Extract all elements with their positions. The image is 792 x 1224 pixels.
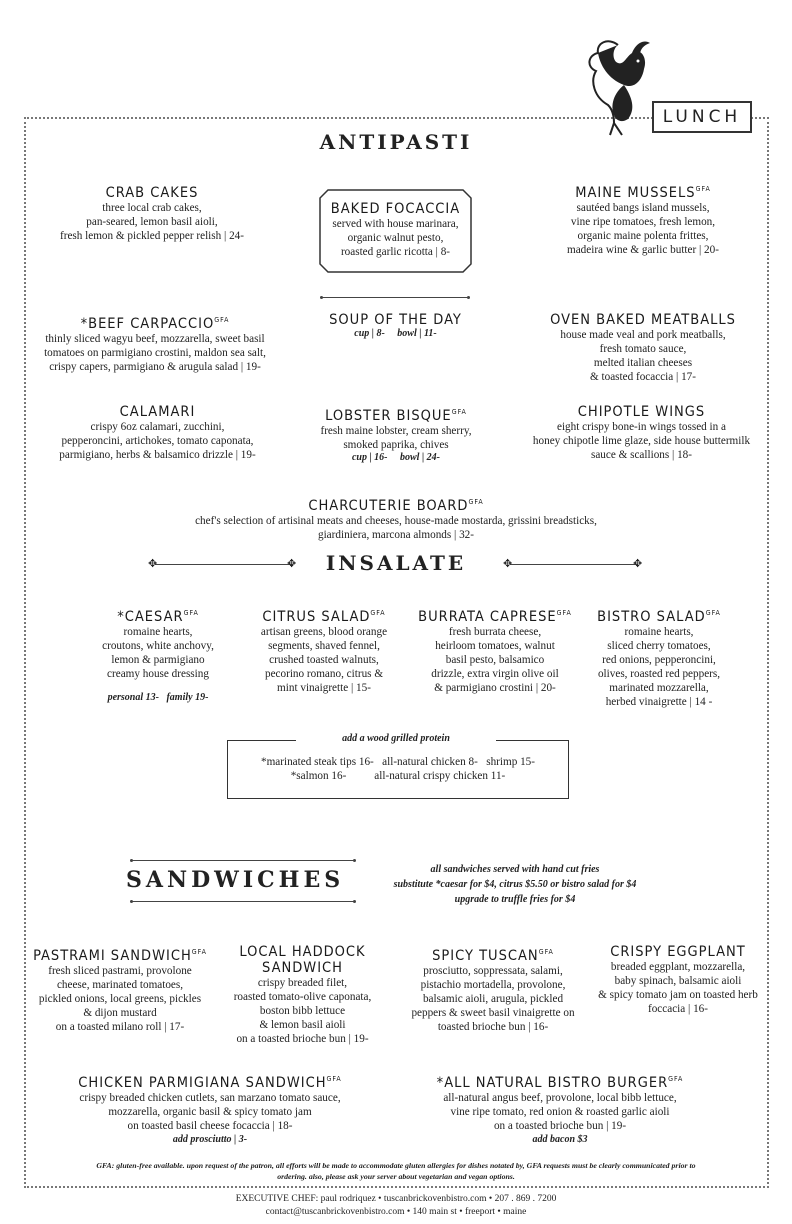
item-desc-1: artisan greens, blood orange [260, 625, 388, 638]
item-desc-4: pecorino romano, citrus & [264, 667, 384, 680]
divider-dot [467, 296, 470, 299]
item-maine-mussels [538, 181, 748, 257]
item-desc-5: on a toasted brioche bun | 19- [236, 1033, 369, 1045]
item-desc-4: foccacia | 16- [647, 1003, 708, 1015]
item-desc-1: served with house marinara, [332, 218, 459, 230]
item-desc-3: crispy capers, parmigiano & arugula salad | 19- [49, 360, 261, 373]
rooster-logo [578, 35, 658, 140]
item-prices: cup | 16- bowl | 24- [351, 451, 440, 463]
gfa-mark: GFA [668, 1075, 684, 1083]
item-addon: add bacon $3 [532, 1133, 588, 1145]
item-desc-1: fresh sliced pastrami, provolone [48, 964, 192, 977]
item-desc-4: olives, roasted red peppers, [597, 667, 721, 680]
gfa-mark: GFA [468, 498, 484, 506]
item-desc-3: parmigiano, herbs & balsamico drizzle | 19- [59, 449, 256, 461]
item-name: CHICKEN PARMIGIANA $SANDWICH^{GFA}$ [78, 1074, 342, 1091]
item-desc-2: vine ripe tomatoes, fresh lemon, [570, 215, 716, 228]
item-desc-1: sautéed bangs island mussels, [576, 201, 710, 214]
item-charcuterie-board [150, 494, 642, 542]
item-name: CITRUS $SALAD^{GFA}$ [262, 608, 386, 625]
item-desc-3: pickled onions, local greens, pickles [38, 992, 202, 1005]
item-desc-3: organic maine polenta frittes, [577, 229, 709, 242]
sandwich-note-2: substitute *caesar for $4, citrus $5.50 or bistro salad for $4 [393, 879, 637, 890]
item-name: CRISPY EGGPLANT [610, 944, 746, 960]
item-desc-4: & lemon basil aioli [259, 1019, 346, 1031]
item-desc-1: fresh burrata cheese, [448, 625, 542, 638]
sandwiches-rule-bottom [132, 901, 354, 902]
item-chicken-parmigiana-sandwich [60, 1071, 360, 1147]
item-oven-baked-meatballs [540, 312, 746, 384]
item-crab-cakes [52, 185, 252, 243]
item-name: $*CAESAR^{GFA}$ [117, 608, 199, 625]
gfa-mark: GFA [695, 185, 711, 193]
item-desc-1: crispy breaded filet, [257, 977, 348, 989]
item-desc-5: & parmigiano crostini | 20- [434, 681, 556, 694]
section-title-insalate: INSALATE [325, 551, 467, 575]
item-desc-1: chef's selection of artisinal meats and cheeses, house-made mostarda, grissini breadsticks, [195, 514, 597, 527]
item-name: OVEN BAKED MEATBALLS [550, 312, 736, 328]
item-desc-2: croutons, white anchovy, [102, 639, 214, 652]
item-desc-3: melted italian cheeses [593, 357, 693, 369]
ornament-diamond-icon: ✥ [633, 558, 643, 570]
item-desc-6: herbed vinaigrette | 14 - [605, 695, 713, 708]
item-desc-4: madeira wine & garlic butter | 20- [567, 243, 719, 256]
ornament-diamond-icon: ✥ [148, 558, 158, 570]
ornament-diamond-icon: ✥ [503, 558, 513, 570]
item-desc-2: baby spinach, balsamic aioli [614, 975, 742, 987]
gfa-mark: GFA [326, 1075, 342, 1083]
sandwiches-rule-top [132, 860, 354, 861]
item-desc-2: honey chipotle lime glaze, side house buttermilk [532, 435, 751, 447]
item-desc-2: smoked paprika, chives [343, 438, 449, 451]
section-title-sandwiches: SANDWICHES [126, 867, 345, 893]
divider-dot [130, 900, 133, 903]
sandwich-note-1: all sandwiches served with hand cut fries [430, 864, 600, 875]
gfa-mark: GFA [183, 609, 199, 617]
item-addon: add prosciutto | 3- [172, 1133, 248, 1145]
item-desc-1: eight crispy bone-in wings tossed in a [556, 421, 727, 433]
item-name: MAINE $MUSSELS^{GFA}$ [575, 184, 711, 201]
item-desc-2: sliced cherry tomatoes, [607, 639, 711, 652]
item-desc-2: cheese, marinated tomatoes, [56, 978, 184, 991]
item-desc-4: peppers & sweet basil vinaigrette on [411, 1006, 575, 1019]
item-name: *BEEF $CARPACCIO^{GFA}$ [80, 315, 230, 332]
gfa-mark: GFA [370, 609, 386, 617]
item-name: CHARCUTERIE $BOARD^{GFA}$ [308, 497, 484, 514]
item-name: CHIPOTLE WINGS [577, 404, 706, 420]
item-bistro-salad [573, 605, 745, 709]
divider-line [322, 297, 468, 298]
item-prices: personal 13- family 19- [107, 691, 209, 703]
gfa-disclaimer [30, 1160, 762, 1182]
item-spicy-tuscan [398, 944, 588, 1034]
item-name: BURRATA $CAPRESE^{GFA}$ [418, 608, 572, 625]
item-desc-2: roasted tomato-olive caponata, [233, 991, 372, 1003]
gfa-mark: GFA [556, 609, 572, 617]
item-desc-4: drizzle, extra virgin olive oil [431, 667, 559, 680]
item-name: BAKED FOCACCIA [330, 201, 461, 217]
item-desc-3: sauce & scallions | 18- [590, 449, 693, 461]
item-name: SPICY $TUSCAN^{GFA}$ [432, 947, 554, 964]
item-lobster-bisque [310, 404, 482, 463]
lunch-badge: LUNCH [652, 101, 752, 133]
item-desc-5: mint vinaigrette | 15- [277, 681, 371, 694]
item-desc-5: on a toasted milano roll | 17- [55, 1020, 185, 1033]
item-calamari [40, 404, 275, 462]
item-desc-3: balsamic aioli, arugula, pickled [422, 992, 564, 1005]
item-name: *ALL NATURAL BISTRO $BURGER^{GFA}$ [436, 1074, 684, 1091]
item-desc-2: tomatoes on parmigiano crostini, maldon sea salt, [44, 346, 266, 359]
divider-dot [353, 859, 356, 862]
item-desc-2: pepperoncini, artichokes, tomato caponata, [61, 435, 254, 447]
item-caesar [78, 605, 238, 703]
item-desc-2: fresh tomato sauce, [599, 343, 687, 355]
item-burrata-caprese [414, 605, 576, 695]
footer-line-1: EXECUTIVE CHEF: paul rodriquez • tuscanbrickovenbistro.com • 207 . 869 . 7200 [235, 1194, 557, 1204]
item-desc-3: fresh lemon & pickled pepper relish | 24- [60, 230, 244, 242]
item-desc-3: lemon & parmigiano [111, 653, 205, 666]
protein-line-1: *marinated steak tips 16- all-natural chicken 8- shrimp 15- [260, 756, 535, 768]
item-desc-1: breaded eggplant, mozzarella, [610, 961, 746, 973]
item-desc-2: vine ripe tomato, red onion & roasted garlic aioli [450, 1105, 670, 1118]
item-desc-1: romaine hearts, [624, 625, 694, 638]
insalate-rule-right [510, 564, 638, 565]
item-desc-2: pistachio mortadella, provolone, [420, 978, 566, 991]
item-desc-4: & toasted focaccia | 17- [590, 371, 696, 383]
item-desc-1: all-natural angus beef, provolone, local bibb lettuce, [443, 1091, 677, 1104]
protein-options [227, 755, 569, 783]
protein-heading: add a wood grilled protein [296, 733, 496, 744]
gfa-disclaimer-line-1: GFA: gluten-free available. upon request of the patron, all efforts will be made to accommodate gluten allergies for dishes notated by, GFA requests must be clearly communicated prior to [96, 1161, 696, 1170]
item-desc-3: on toasted basil cheese focaccia | 18- [127, 1119, 293, 1132]
item-citrus-salad [244, 605, 404, 695]
item-chipotle-wings [524, 404, 759, 462]
divider-dot [130, 859, 133, 862]
ornament-diamond-icon: ✥ [287, 558, 297, 570]
item-desc-1: thinly sliced wagyu beef, mozzarella, sweet basil [45, 332, 265, 345]
item-desc-3: on a toasted brioche bun | 19- [493, 1119, 627, 1132]
item-desc-1: fresh maine lobster, cream sherry, [320, 424, 472, 437]
section-title-antipasti: ANTIPASTI [319, 130, 473, 154]
item-desc-1: crispy 6oz calamari, zucchini, [90, 421, 225, 433]
item-desc-3: roasted garlic ricotta | 8- [340, 246, 451, 258]
item-name: LOCAL HADDOCK SANDWICH [239, 944, 366, 976]
item-desc-1: three local crab cakes, [102, 202, 202, 214]
protein-line-2: *salmon 16- all-natural crispy chicken 11- [290, 770, 506, 782]
item-desc-1: house made veal and pork meatballs, [560, 329, 726, 341]
item-all-natural-bistro-burger [410, 1071, 710, 1147]
item-desc-2: pan-seared, lemon basil aioli, [86, 216, 218, 228]
item-desc-1: crispy breaded chicken cutlets, san marzano tomato sauce, [79, 1091, 341, 1104]
item-name: CRAB CAKES [105, 185, 199, 201]
item-desc-3: boston bibb lettuce [259, 1005, 346, 1017]
divider-dot [320, 296, 323, 299]
item-desc-4: & dijon mustard [83, 1006, 157, 1019]
item-desc-3: crushed toasted walnuts, [269, 653, 379, 666]
item-desc-5: toasted brioche bun | 16- [437, 1020, 549, 1033]
item-name: BISTRO $SALAD^{GFA}$ [597, 608, 721, 625]
gfa-mark: GFA [451, 408, 467, 416]
gfa-mark: GFA [538, 948, 554, 956]
item-name: CALAMARI [119, 404, 196, 420]
item-desc-1: prosciutto, soppressata, salami, [423, 964, 563, 977]
item-desc-4: creamy house dressing [107, 667, 209, 680]
item-desc-3: red onions, pepperoncini, [602, 653, 716, 666]
item-prices: cup | 8- bowl | 11- [354, 328, 437, 339]
sandwich-notes [370, 862, 660, 907]
item-local-haddock-sandwich [210, 944, 395, 1046]
footer-contact [96, 1193, 696, 1219]
item-beef-carpaccio [30, 312, 280, 374]
item-baked-focaccia [318, 201, 473, 259]
item-desc-2: heirloom tomatoes, walnut [435, 639, 555, 652]
gfa-mark: GFA [214, 316, 230, 324]
divider-dot [353, 900, 356, 903]
item-name: LOBSTER $BISQUE^{GFA}$ [325, 407, 467, 424]
item-pastrami-sandwich [30, 944, 210, 1034]
item-soup-of-the-day [318, 312, 473, 339]
item-name: SOUP OF THE DAY [329, 312, 462, 328]
item-desc-2: segments, shaved fennel, [268, 639, 380, 652]
item-desc-3: basil pesto, balsamico [445, 653, 545, 666]
item-crispy-eggplant [592, 944, 764, 1016]
gfa-mark: GFA [705, 609, 721, 617]
gfa-mark: GFA [191, 948, 207, 956]
item-desc-3: & spicy tomato jam on toasted herb [598, 989, 758, 1001]
item-desc-2: organic walnut pesto, [347, 232, 444, 244]
item-desc-1: romaine hearts, [123, 625, 193, 638]
insalate-rule-left [155, 564, 293, 565]
item-desc-2: mozzarella, organic basil & spicy tomato jam [108, 1105, 312, 1118]
sandwich-note-3: upgrade to truffle fries for $4 [454, 894, 576, 905]
footer-line-2: contact@tuscanbrickovenbistro.com • 140 main st • freeport • maine [265, 1207, 527, 1217]
item-desc-2: giardiniera, marcona almonds | 32- [317, 528, 474, 541]
item-desc-5: marinated mozzarella, [609, 681, 709, 694]
gfa-disclaimer-line-2: ordering. also, please ask your server about vegetarian and vegan options. [277, 1172, 515, 1181]
item-name: PASTRAMI $SANDWICH^{GFA}$ [33, 947, 207, 964]
